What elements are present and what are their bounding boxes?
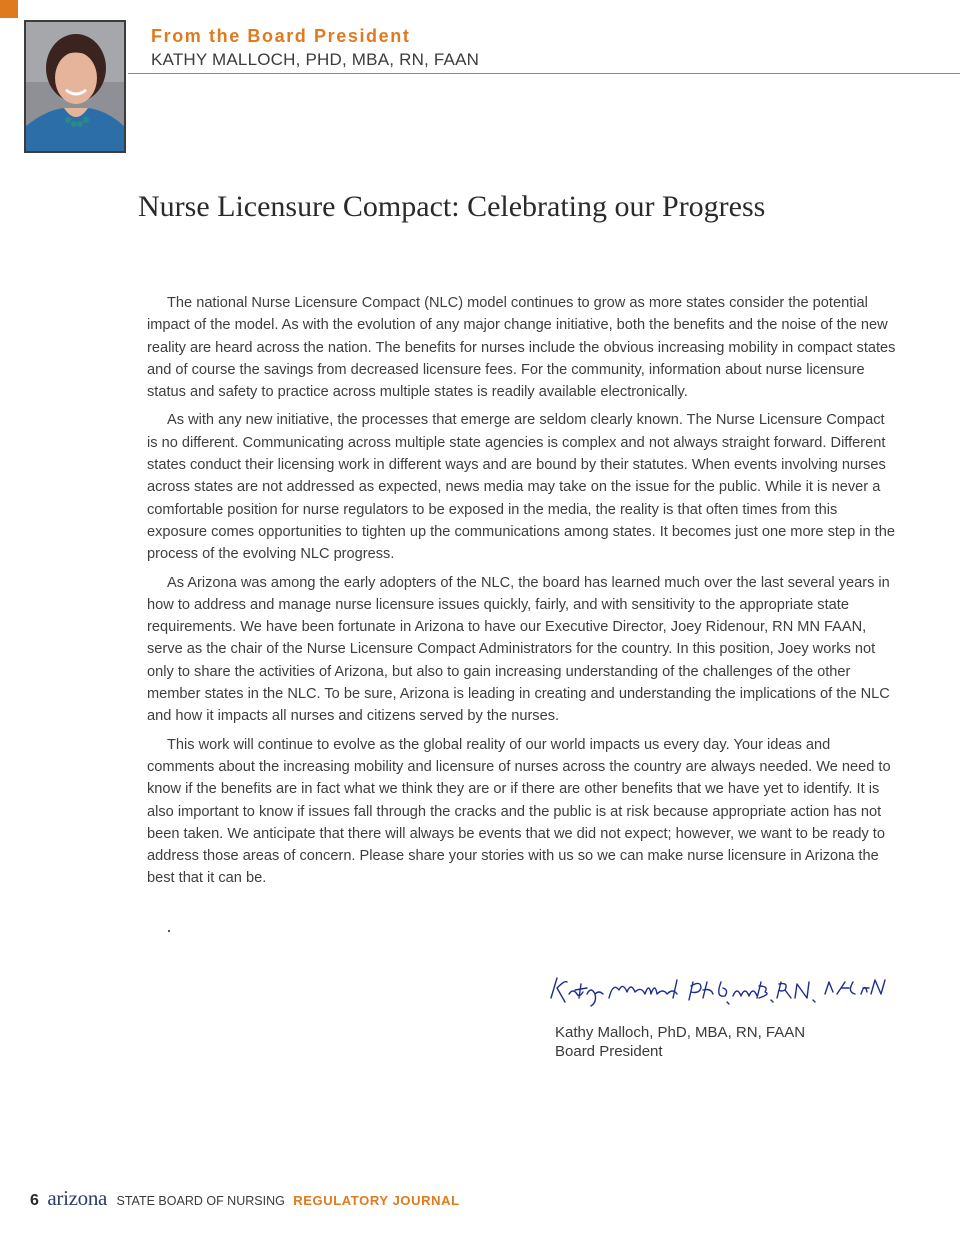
article-body: [147, 292, 899, 896]
journal-name: REGULATORY JOURNAL: [293, 1193, 460, 1208]
handwritten-signature: [545, 968, 895, 1014]
stray-mark: [168, 930, 170, 932]
signatory-role: Board President: [555, 1043, 663, 1060]
article-paragraph: As with any new initiative, the processes that emerge are seldom clearly known. The Nurse Licensure Compact is no different. Communicating across multiple state agencies is complex and not always straight forward. Different states conduct their licensing work in different ways and are bound by their statutes. When events involving nurses across states are not addressed as expected, news media may take on the issue for the public. While it is never a comfortable position for nurse regulators to be exposed in the media, the reality is that often times from this exposure comes opportunities to tighten up the communications among states. It becomes just one more step in the process of the evolving NLC progress.: [147, 412, 895, 563]
corner-accent-tab: [0, 0, 18, 18]
portrait-photo-icon: [26, 22, 124, 151]
header-divider: [128, 73, 960, 74]
page-footer: [30, 1186, 460, 1211]
article-paragraph: As Arizona was among the early adopters of the NLC, the board has learned much over the last several years in how to address and manage nurse licensure issues quickly, fairly, and with sensitivity to the appropriate state requirements. We have been fortunate in Arizona to have our Executive Director, Joey Ridenour, RN MN FAAN, serve as the chair of the Nurse Licensure Compact Administrators for the country. In this position, Joey works not only to share the activities of Arizona, but also to gain increasing understanding of the challenges of the other member states in the NLC. To be sure, Arizona is leading in creating and understanding the implications of the NLC and how it impacts all nurses and citizens served by the nurses.: [147, 574, 890, 725]
article-title: Nurse Licensure Compact: Celebrating our Progress: [138, 190, 766, 223]
author-photo: [24, 20, 126, 153]
board-name: STATE BOARD OF NURSING: [116, 1194, 285, 1208]
article-paragraph: This work will continue to evolve as the global reality of our world impacts us every day. Your ideas and comments about the increasing mobility and licensure of nurses across the country are always needed. We need to know if the benefits are in fact what we think they are or if there are other benefits that we have yet to identify. It is also important to know if issues fall through the cracks and the public is at risk because appropriate action has not been taken. We anticipate that there will always be events that we did not expect; however, we want to be ready to address those areas of concern. Please share your stories with us so we can make nurse licensure in Arizona the best that it can be.: [147, 736, 891, 887]
article-paragraph: The national Nurse Licensure Compact (NLC) model continues to grow as more states consider the potential impact of the model. As with the evolution of any major change initiative, both the benefits and the noise of the new reality are heard across the nation. The benefits for nurses include the obvious increasing mobility in compact states and of course the savings from decreased licensure fees. For the community, information about nurse licensure status and safety to practice across multiple states is readily available electronically.: [147, 295, 896, 401]
section-label: From the Board President: [151, 26, 411, 46]
author-byline: KATHY MALLOCH, PHD, MBA, RN, FAAN: [151, 50, 480, 69]
page-number: 6: [30, 1192, 39, 1209]
signatory-name: Kathy Malloch, PhD, MBA, RN, FAAN: [555, 1024, 806, 1041]
brand-wordmark: arizona: [47, 1186, 108, 1210]
